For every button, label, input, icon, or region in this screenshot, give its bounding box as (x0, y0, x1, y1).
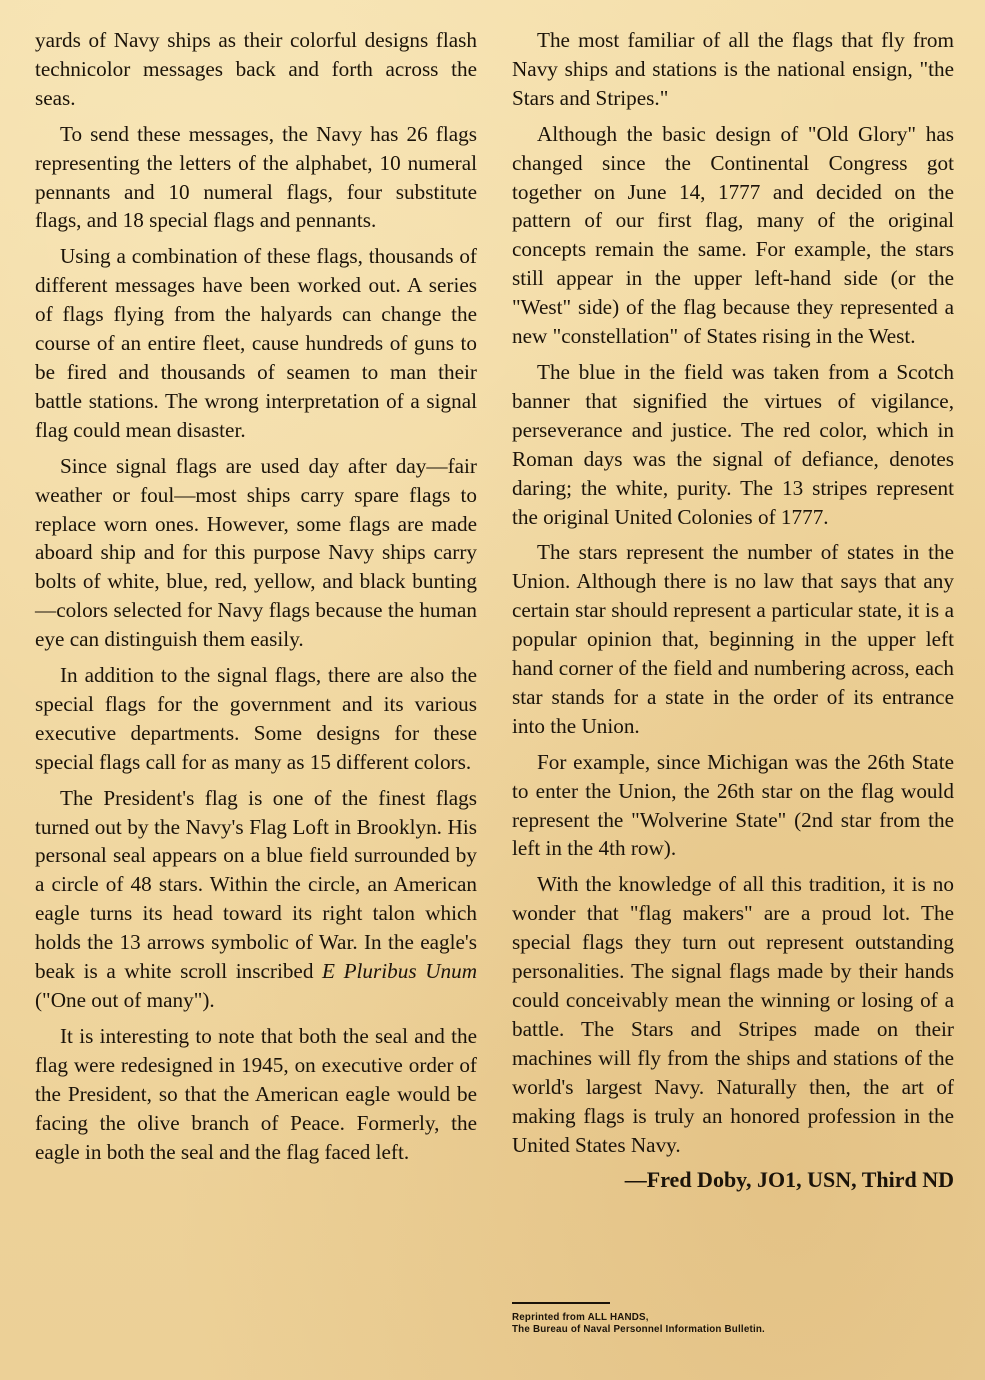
paragraph: Using a combination of these flags, thousands of different messages have been worked out. A series of flags flying from the halyards can change the course of an entire fleet, cause hundreds of guns to be fired and thousands of seamen to man their battle stations. The wrong interpretation of a signal flag could mean disaster. (35, 244, 477, 442)
paragraph: To send these messages, the Navy has 26 flags representing the letters of the alphabet, 10 numeral pennants and 10 numeral flags, four substitute flags, and 18 special flags and pennants. (35, 121, 477, 233)
credit-line: The Bureau of Naval Personnel Information Bulletin. (512, 1324, 765, 1335)
motto-text: E Pluribus Unum (322, 959, 477, 984)
paragraph: With the knowledge of all this tradition, it is no wonder that "flag makers" are a proud lot. The special flags they turn out represent outstanding personalities. The signal flags made by their hands could conceivably mean the winning or losing of a battle. The Stars and Stripes made on their machines will fly from the ships and stations of the world's largest Navy. Naturally then, the art of making flags is truly an honored profession in the United States Navy. (512, 872, 954, 1157)
paragraph: Since signal flags are used day after day—fair weather or foul—most ships carry spare flags to replace worn ones. However, some flags are made aboard ship and for this purpose Navy ships carry bolts of white, blue, red, yellow, and black bunting—colors selected for Navy flags because the human eye can distinguish them easily. (35, 453, 477, 652)
text-span: ("One out of many"). (35, 988, 215, 1012)
credit-line: Reprinted from ALL HANDS, (512, 1312, 649, 1323)
right-column (512, 26, 954, 1195)
paragraph: yards of Navy ships as their colorful designs flash technicolor messages back and forth across the seas. (35, 28, 477, 110)
text-span: The President's flag is one of the finest flags turned out by the Navy's Flag Loft in Brooklyn. His personal seal appears on a blue field surrounded by a circle of 48 stars. Within the circle, an American eagle turns its head toward its right talon which holds the 13 arrows symbolic of War. In the eagle's beak is a white scroll inscribed (35, 785, 477, 984)
left-column (35, 26, 477, 1173)
paragraph: The stars represent the number of states in the Union. Although there is no law that says that any certain star should represent a particular state, it is a popular opinion that, beginning in the upper left hand corner of the field and numbering across, each star stands for a state in the order of its entrance into the Union. (512, 540, 954, 738)
paragraph: It is interesting to note that both the seal and the flag were redesigned in 1945, on executive order of the President, so that the American eagle would be facing the olive branch of Peace. Formerly, the eagle in both the seal and the flag faced left. (35, 1023, 477, 1164)
author-signature: —Fred Doby, JO1, USN, Third ND (624, 1167, 954, 1193)
reprint-credit (512, 1312, 952, 1336)
paragraph: Although the basic design of "Old Glory" has changed since the Continental Congress got together on June 14, 1777 and decided on the pattern of our first flag, many of the original concepts remain the same. For example, the stars still appear in the upper left-hand side (or the "West" side) of the flag because they represented a new "constellation" of States rising in the West. (512, 121, 954, 349)
paragraph: In addition to the signal flags, there are also the special flags for the government and its various executive departments. Some designs for these special flags call for as many as 15 different colors. (35, 663, 477, 774)
paragraph (35, 784, 477, 1015)
paragraph: For example, since Michigan was the 26th State to enter the Union, the 26th star on the flag would represent the "Wolverine State" (2nd star from the left in the 4th row). (512, 749, 954, 861)
divider (512, 1302, 610, 1304)
paragraph: The blue in the field was taken from a Scotch banner that signified the virtues of vigilance, perseverance and justice. The red color, which in Roman days was the signal of defiance, denotes daring; the white, purity. The 13 stripes represent the original United Colonies of 1777. (512, 359, 954, 529)
paragraph: The most familiar of all the flags that fly from Navy ships and stations is the national ensign, "the Stars and Stripes." (512, 28, 954, 110)
